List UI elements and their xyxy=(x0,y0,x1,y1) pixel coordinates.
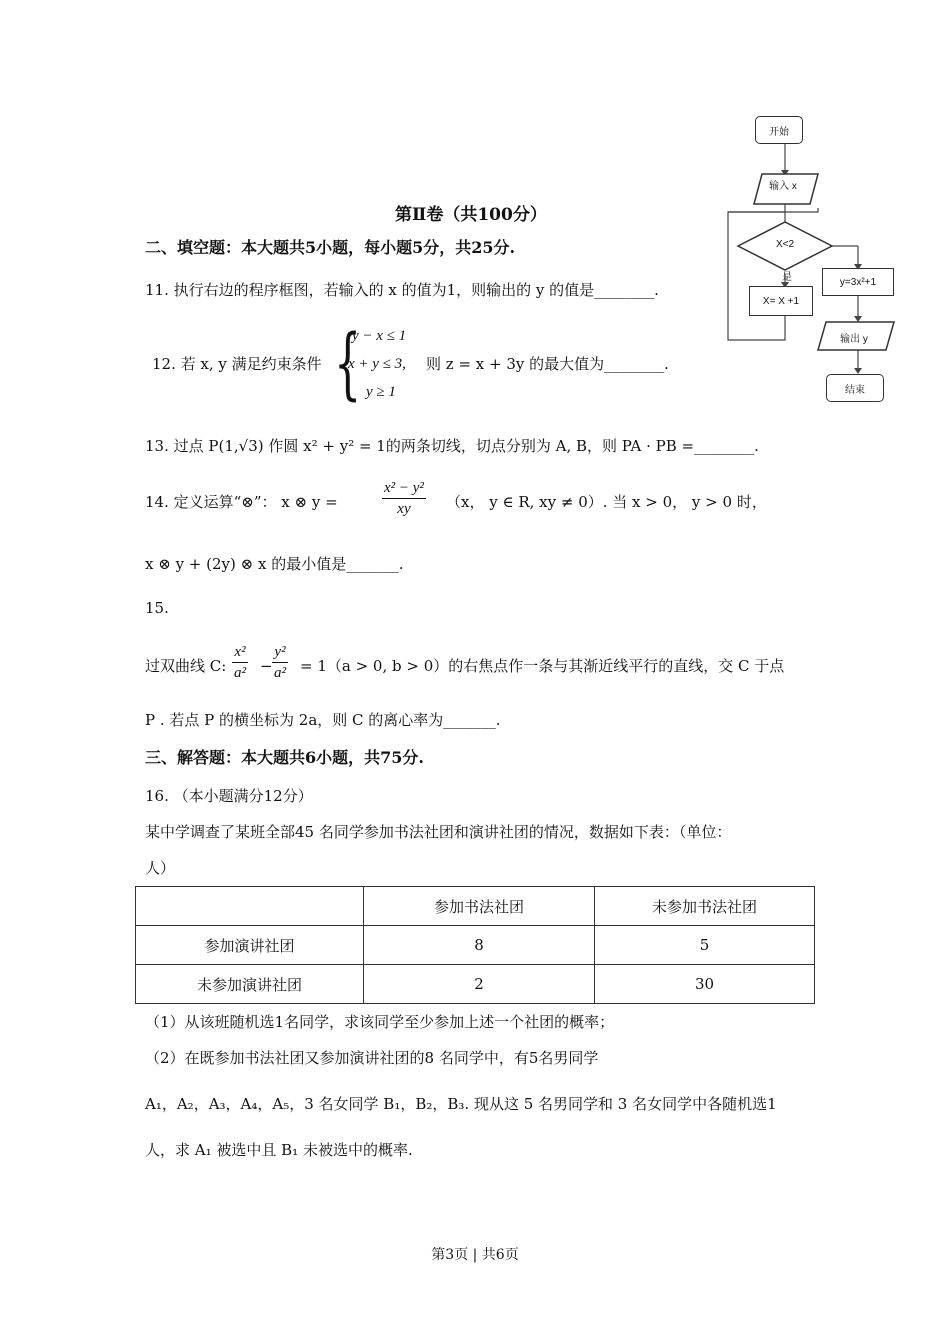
question-16-header: 16. （本小题满分12分） xyxy=(145,787,313,805)
brace: { xyxy=(334,319,362,409)
q15-f1-den: a² xyxy=(234,665,246,681)
flowchart-lines xyxy=(720,108,920,408)
question-13: 13. 过点 P(1,√3) 作圆 x² + y² = 1的两条切线，切点分别为 A, B，则 PA · PB =________. xyxy=(145,437,759,455)
table-cell: 5 xyxy=(595,926,815,965)
table-header-cell xyxy=(136,887,364,926)
constraint-3: y ≥ 1 xyxy=(366,384,396,400)
flowchart-yes-label: 是 xyxy=(782,272,792,283)
flowchart-assign: X= X +1 xyxy=(749,286,813,316)
question-16-part2: （2）在既参加书法社团又参加演讲社团的8 名同学中，有5名男同学 xyxy=(145,1049,599,1067)
question-16-part2-line2: A₁，A₂，A₃，A₄，A₅，3 名女同学 B₁，B₂，B₃. 现从这 5 名男同学和 3 名女同学中各随机选1 xyxy=(145,1095,777,1113)
constraint-1: y − x ≤ 1 xyxy=(352,328,407,344)
q15-f2-num: y² xyxy=(272,642,288,663)
question-16-line1: 某中学调查了某班全部45 名同学参加书法社团和演讲社团的情况，数据如下表：（单位： xyxy=(145,823,732,841)
question-16-part1: （1）从该班随机选1名同学，求该同学至少参加上述一个社团的概率； xyxy=(145,1013,615,1031)
flowchart-end: 结束 xyxy=(826,374,884,402)
q15-f1-num: x² xyxy=(232,642,248,663)
table-cell: 未参加演讲社团 xyxy=(136,965,364,1004)
question-15-line2: P . 若点 P 的横坐标为 2a，则 C 的离心率为_______. xyxy=(145,711,501,729)
q14-fraction xyxy=(382,478,426,519)
q15-f2-den: a² xyxy=(274,665,286,681)
q14-denominator: xy xyxy=(397,501,411,517)
question-11: 11. 执行右边的程序框图，若输入的 x 的值为1，则输出的 y 的值是________. xyxy=(145,281,659,299)
question-14-prefix: 14. 定义运算“⊗”： x ⊗ y = xyxy=(145,493,338,511)
question-15-number: 15. xyxy=(145,599,169,617)
flowchart-calc: y=3x²+1 xyxy=(822,268,894,296)
table-header-cell: 未参加书法社团 xyxy=(595,887,815,926)
q15-fraction-2 xyxy=(272,642,288,683)
flowchart-condition: X<2 xyxy=(775,239,795,250)
question-15-suffix: = 1（a > 0, b > 0）的右焦点作一条与其渐近线平行的直线，交 C 于点 xyxy=(300,657,785,675)
table-row xyxy=(136,965,815,1004)
section-title: 第Ⅱ卷（共100分） xyxy=(395,205,547,225)
question-14-line2: x ⊗ y + (2y) ⊗ x 的最小值是_______. xyxy=(145,555,404,573)
part3-header: 三、解答题：本大题共6小题，共75分. xyxy=(145,748,424,767)
question-16-line2: 人） xyxy=(145,859,176,877)
table-row xyxy=(136,926,815,965)
page-footer: 第3页 | 共6页 xyxy=(431,1247,519,1263)
question-15-prefix: 过双曲线 C: xyxy=(145,657,227,675)
table-cell: 参加演讲社团 xyxy=(136,926,364,965)
flowchart-input: 输入 x xyxy=(769,181,797,192)
table-cell: 8 xyxy=(364,926,595,965)
q15-minus: − xyxy=(260,657,273,675)
table-header-row xyxy=(136,887,815,926)
constraint-2: x + y ≤ 3, xyxy=(348,356,406,372)
question-16-part2-line3: 人，求 A₁ 被选中且 B₁ 未被选中的概率. xyxy=(145,1141,413,1159)
question-12-suffix: 则 z = x + 3y 的最大值为________. xyxy=(426,355,669,373)
question-14-suffix: （x， y ∈ R, xy ≠ 0）. 当 x > 0， y > 0 时， xyxy=(446,493,767,511)
table-header-cell: 参加书法社团 xyxy=(364,887,595,926)
q14-numerator: x² − y² xyxy=(382,478,426,499)
part2-header: 二、填空题：本大题共5小题，每小题5分，共25分. xyxy=(145,238,516,257)
table-cell: 2 xyxy=(364,965,595,1004)
flowchart-start: 开始 xyxy=(755,116,803,144)
table-cell: 30 xyxy=(595,965,815,1004)
q15-fraction-1 xyxy=(232,642,248,683)
flowchart-output: 输出 y xyxy=(840,334,868,345)
club-table xyxy=(135,886,815,1004)
question-12-prefix: 12. 若 x, y 满足约束条件 xyxy=(152,355,322,373)
